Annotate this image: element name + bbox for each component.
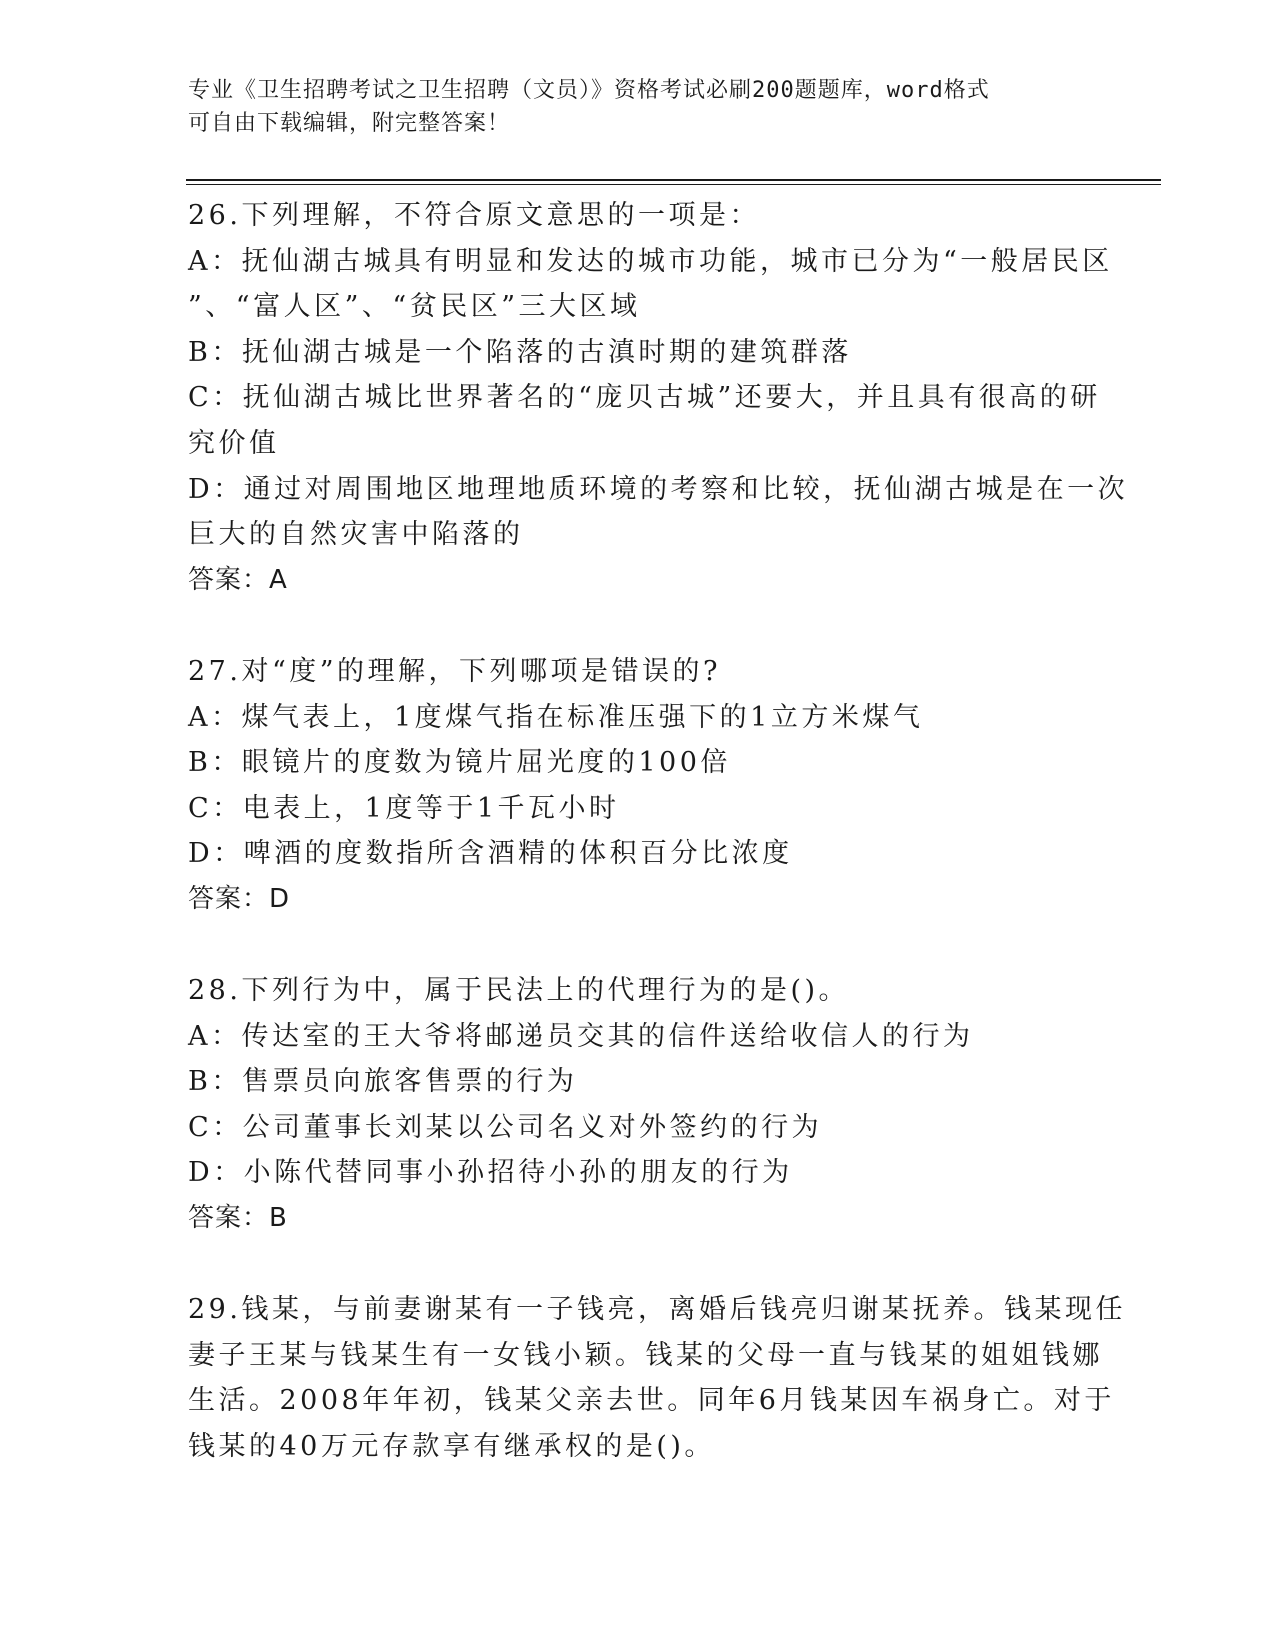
- question-stem: 27.对“度”的理解，下列哪项是错误的?: [188, 655, 722, 687]
- header-line-2: 可自由下载编辑，附完整答案！: [188, 111, 511, 136]
- question-27: [188, 649, 1088, 923]
- option-a: A：抚仙湖古城具有明显和发达的城市功能，城市已分为“一般居民区: [188, 245, 1113, 277]
- option-a: A：煤气表上，1度煤气指在标准压强下的1立方米煤气: [188, 701, 924, 733]
- option-b: B：抚仙湖古城是一个陷落的古滇时期的建筑群落: [188, 336, 852, 368]
- option-d: D：啤酒的度数指所含酒精的体积百分比浓度: [188, 838, 793, 870]
- spacer: [188, 923, 1088, 969]
- header-line-1: 专业《卫生招聘考试之卫生招聘（文员）》资格考试必刷200题题库，word格式: [188, 78, 990, 103]
- option-c: C：电表上，1度等于1千瓦小时: [188, 792, 620, 824]
- question-stem-continued: 钱某的40万元存款享有继承权的是()。: [188, 1431, 715, 1463]
- question-28: [188, 968, 1088, 1242]
- spacer: [188, 603, 1088, 649]
- option-d-continued: 巨大的自然灾害中陷落的: [188, 519, 524, 551]
- option-b: B：眼镜片的度数为镜片屈光度的100倍: [188, 747, 731, 779]
- option-c: C：抚仙湖古城比世界著名的“庞贝古城”还要大，并且具有很高的研: [188, 382, 1101, 414]
- question-26: [188, 193, 1129, 603]
- document-header: [188, 74, 1088, 140]
- header-divider-thick: [186, 179, 1161, 181]
- question-stem-continued: 妻子王某与钱某生有一女钱小颖。钱某的父母一直与钱某的姐姐钱娜: [188, 1339, 1103, 1371]
- header-divider-thin: [186, 184, 1161, 185]
- answer-text: 答案：B: [188, 1203, 288, 1234]
- answer-text: 答案：A: [188, 564, 288, 595]
- option-c: C：公司董事长刘某以公司名义对外签约的行为: [188, 1111, 823, 1143]
- option-d: D：通过对周围地区地理地质环境的考察和比较，抚仙湖古城是在一次: [188, 473, 1129, 505]
- spacer: [188, 1242, 1088, 1288]
- question-stem-continued: 生活。2008年年初，钱某父亲去世。同年6月钱某因车祸身亡。对于: [188, 1385, 1115, 1417]
- option-b: B：售票员向旅客售票的行为: [188, 1066, 578, 1098]
- question-list: [188, 193, 1129, 1470]
- option-c-continued: 究价值: [188, 427, 280, 459]
- answer-text: 答案：D: [188, 883, 291, 914]
- question-stem: 28.下列行为中，属于民法上的代理行为的是()。: [188, 975, 850, 1007]
- option-a: A：传达室的王大爷将邮递员交其的信件送给收信人的行为: [188, 1020, 974, 1052]
- question-stem: 29.钱某，与前妻谢某有一子钱亮，离婚后钱亮归谢某抚养。钱某现任: [188, 1294, 1126, 1326]
- question-stem: 26.下列理解，不符合原文意思的一项是：: [188, 200, 760, 231]
- option-d: D：小陈代替同事小孙招待小孙的朋友的行为: [188, 1157, 793, 1189]
- question-29: [188, 1287, 1126, 1469]
- option-a-continued: ”、“富人区”、“贫民区”三大区域: [188, 291, 641, 323]
